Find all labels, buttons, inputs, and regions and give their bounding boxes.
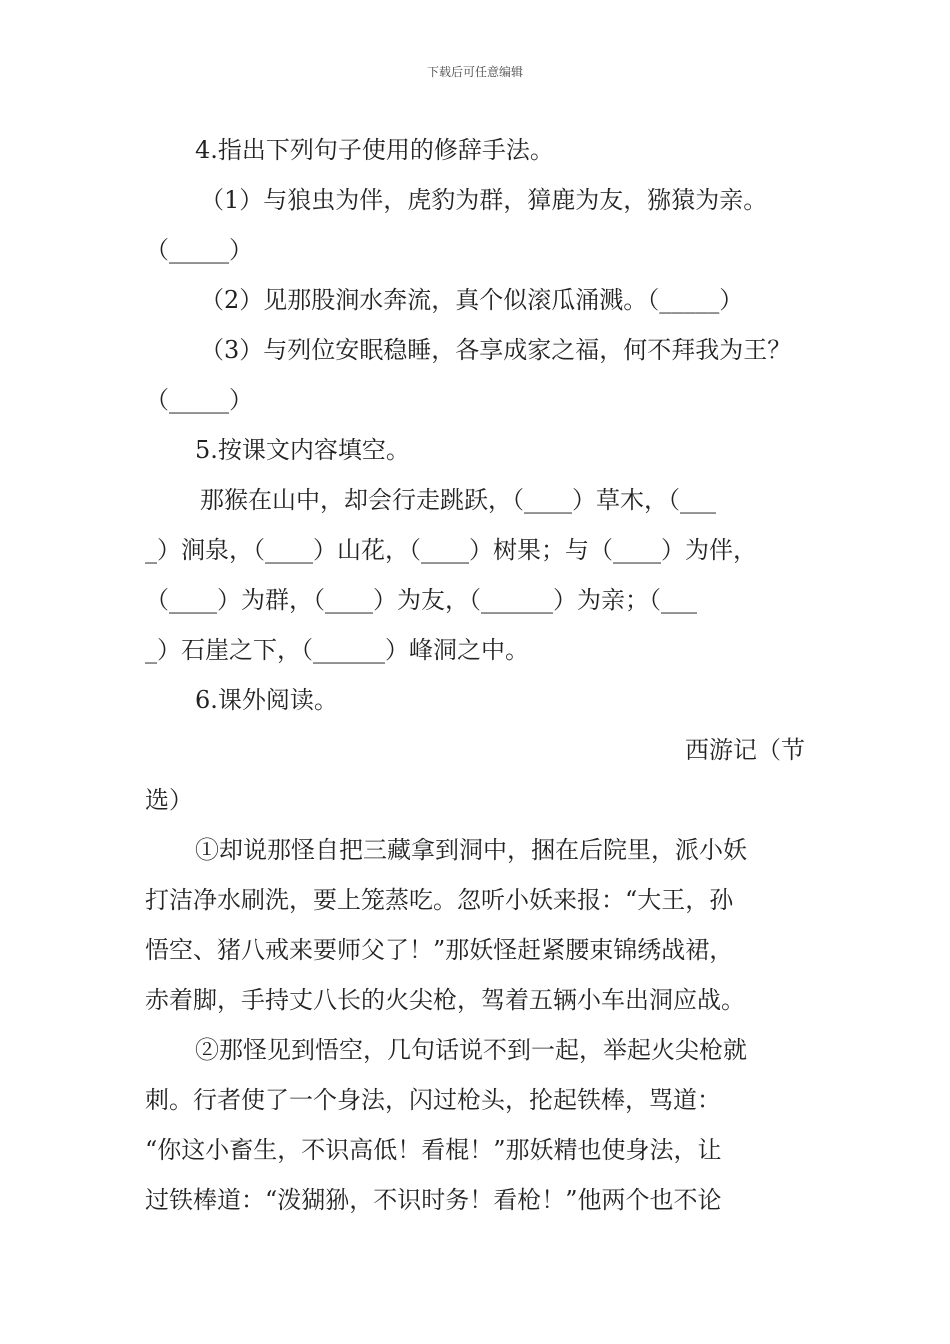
answer-blank-3: （_____） [145, 386, 253, 414]
question-4-title: 4.指出下列句子使用的修辞手法。 [195, 136, 554, 164]
paragraph-1-line-2: 打洁净水刷洗，要上笼蒸吃。忽听小妖来报：“大王，孙 [145, 886, 734, 914]
fill-in-line-3: （____）为群，（____）为友，（______）为亲；（___ [145, 586, 697, 614]
paragraph-2-line-1: ②那怪见到悟空，几句话说不到一起，举起火尖枪就 [195, 1036, 747, 1064]
answer-blank-1: （_____） [145, 236, 253, 264]
paragraph-2-line-4: 过铁棒道：“泼猢狲，不识时务！看枪！”他两个也不论 [145, 1186, 722, 1214]
fill-in-line-4: _）石崖之下，（______）峰洞之中。 [145, 636, 529, 664]
question-4-item-1: （1）与狼虫为伴，虎豹为群，獐鹿为友，猕猿为亲。 [200, 186, 768, 214]
page-header: 下载后可任意编辑 [426, 65, 523, 79]
question-4-item-3: （3）与列位安眠稳睡，各享成家之福，何不拜我为王？ [200, 336, 792, 364]
fill-in-line-2: _）涧泉，（____）山花，（____）树果；与（____）为伴， [145, 536, 757, 564]
question-6-title: 6.课外阅读。 [195, 686, 338, 714]
passage-title-continued: 选） [145, 786, 193, 814]
paragraph-1-line-3: 悟空、猪八戒来要师父了！”那妖怪赶紧腰束锦绣战裙， [145, 936, 734, 964]
paragraph-1-line-1: ①却说那怪自把三藏拿到洞中，捆在后院里，派小妖 [195, 836, 747, 864]
question-5-title: 5.按课文内容填空。 [195, 436, 410, 464]
paragraph-2-line-2: 刺。行者使了一个身法，闪过枪头，抡起铁棒，骂道： [145, 1086, 721, 1114]
question-4-item-2: （2）见那股涧水奔流，真个似滚瓜涌溅。（_____） [200, 286, 744, 314]
passage-title: 西游记（节 [685, 736, 805, 764]
paragraph-1-line-4: 赤着脚，手持丈八长的火尖枪，驾着五辆小车出洞应战。 [145, 986, 745, 1014]
fill-in-line-1: 那猴在山中，却会行走跳跃，（____）草木，（___ [200, 486, 716, 514]
paragraph-2-line-3: “你这小畜生，不识高低！看棍！”那妖精也使身法，让 [145, 1136, 722, 1164]
